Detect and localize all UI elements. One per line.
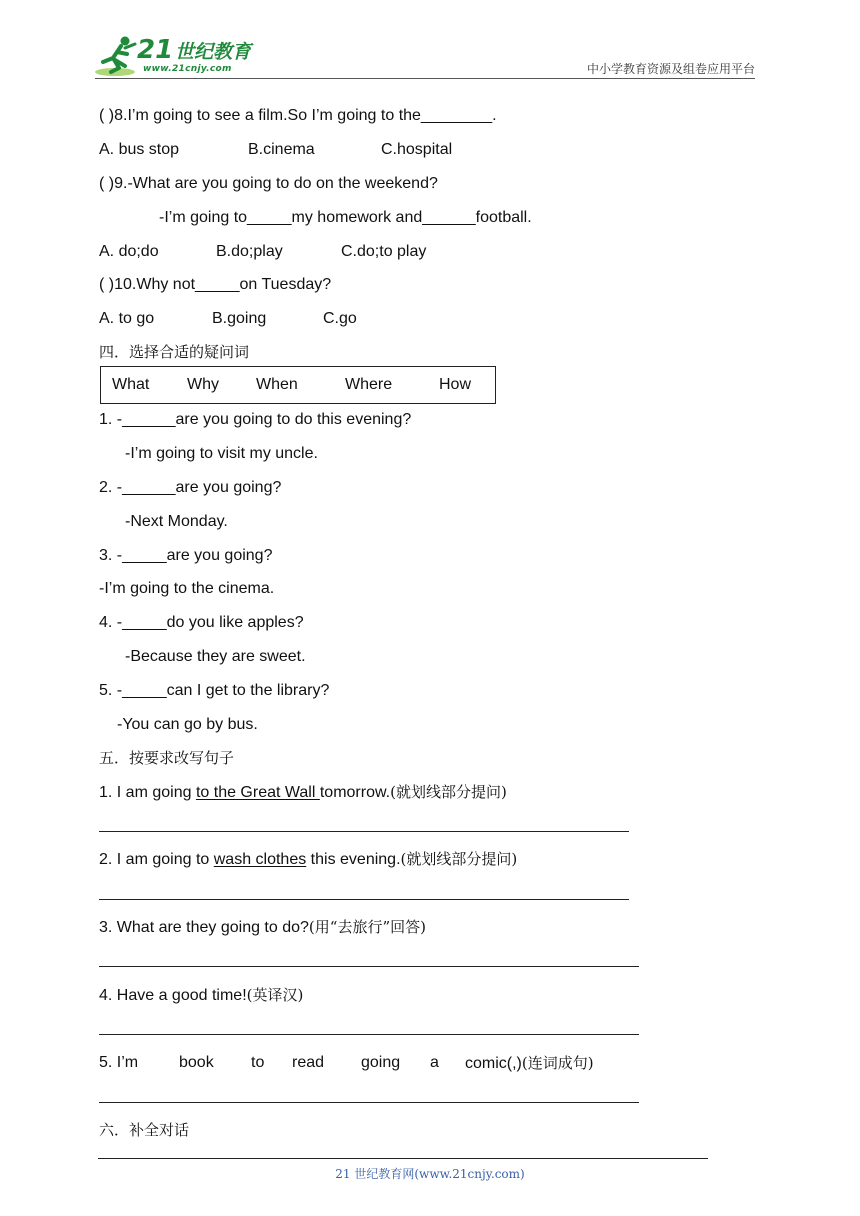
section-5-title: 五．按要求改写句子 — [99, 749, 235, 767]
logo-title: 世纪教育 — [175, 41, 252, 63]
answer-line-3 — [99, 966, 639, 967]
question-9-reply: -I’m going to_____my homework and______football. — [159, 209, 532, 226]
q9-option-a: A. do;do — [99, 243, 159, 260]
footer-divider — [98, 1158, 708, 1159]
s4-question-4: 4. -_____do you like apples? — [99, 614, 304, 631]
question-10: ( )10.Why not_____on Tuesday? — [99, 276, 332, 293]
s5-item-3-note: (用“去旅行”回答) — [308, 918, 426, 936]
section-6-title: 六．补全对话 — [99, 1121, 190, 1139]
logo-number: 21 — [137, 35, 174, 65]
word-how: How — [439, 376, 472, 393]
answer-line-1 — [99, 831, 629, 832]
s4-answer-1: -I’m going to visit my uncle. — [125, 445, 318, 462]
s5-item-2-text-end: this evening. — [306, 851, 401, 868]
q10-option-c: C.go — [323, 310, 357, 327]
s5-item-1-text: 1. I am going — [99, 784, 196, 801]
s5-item-1 — [99, 782, 507, 803]
q8-option-b: B.cinema — [248, 141, 315, 158]
question-8: ( )8.I’m going to see a film.So I’m going to the________. — [99, 107, 497, 124]
s5-item-1-note: (就划线部分提问) — [390, 783, 507, 801]
s5-item-5-word-1: 5. I’m — [99, 1054, 139, 1071]
s5-item-1-underlined: to the Great Wall — [195, 784, 320, 801]
answer-line-4 — [99, 1034, 639, 1035]
s4-answer-5: -You can go by bus. — [117, 716, 258, 733]
site-logo — [95, 34, 265, 78]
s5-item-2 — [99, 849, 517, 870]
word-what: What — [112, 376, 150, 393]
s4-answer-2: -Next Monday. — [125, 513, 228, 530]
s5-item-5-word-2: book — [179, 1054, 214, 1071]
s5-item-5-word-6: a — [430, 1054, 439, 1071]
footer-text: 21 世纪教育网(www.21cnjy.com) — [335, 1167, 525, 1181]
s4-question-2: 2. -______are you going? — [99, 479, 282, 496]
s5-item-5-note: (连词成句) — [521, 1054, 594, 1072]
word-when: When — [256, 376, 298, 393]
q9-option-b: B.do;play — [216, 243, 283, 260]
q8-option-a: A. bus stop — [99, 141, 180, 158]
s5-item-2-underlined: wash clothes — [213, 851, 307, 868]
s4-answer-3: -I’m going to the cinema. — [99, 580, 275, 597]
s5-item-2-note: (就划线部分提问) — [400, 850, 518, 868]
word-bank-box — [100, 366, 496, 404]
s5-item-5-word-7 — [465, 1053, 594, 1074]
q9-option-c: C.do;to play — [341, 243, 427, 260]
question-9: ( )9.-What are you going to do on the weekend? — [99, 175, 438, 192]
s5-item-4-note: (英译汉) — [246, 986, 304, 1004]
s5-item-5-last-word: comic(,) — [465, 1055, 522, 1072]
s5-item-5-word-3: to — [251, 1054, 265, 1071]
s4-question-5: 5. -_____can I get to the library? — [99, 682, 330, 699]
s5-item-3-text: 3. What are they going to do? — [99, 919, 309, 936]
word-where: Where — [345, 376, 393, 393]
s5-item-3 — [99, 917, 426, 938]
s5-item-5-word-5: going — [361, 1054, 401, 1071]
header-tagline: 中小学教育资源及组卷应用平台 — [586, 62, 755, 76]
q10-option-a: A. to go — [99, 310, 155, 327]
s5-item-2-text: 2. I am going to — [99, 851, 214, 868]
answer-line-5 — [99, 1102, 639, 1103]
s5-item-4 — [99, 985, 303, 1006]
q10-option-b: B.going — [212, 310, 267, 327]
s4-answer-4: -Because they are sweet. — [125, 648, 306, 665]
section-4-title: 四．选择合适的疑问词 — [99, 343, 250, 361]
s4-question-3: 3. -_____are you going? — [99, 547, 273, 564]
q8-option-c: C.hospital — [381, 141, 453, 158]
s5-item-5-word-4: read — [292, 1054, 325, 1071]
s4-question-1: 1. -______are you going to do this evening? — [99, 411, 412, 428]
runner-icon — [95, 34, 143, 78]
s5-item-1-text-end: tomorrow. — [319, 784, 391, 801]
word-why: Why — [187, 376, 219, 393]
answer-line-2 — [99, 899, 629, 900]
s5-item-4-text: 4. Have a good time! — [99, 987, 247, 1004]
header-divider — [95, 78, 755, 79]
logo-url: www.21cnjy.com — [143, 64, 232, 74]
